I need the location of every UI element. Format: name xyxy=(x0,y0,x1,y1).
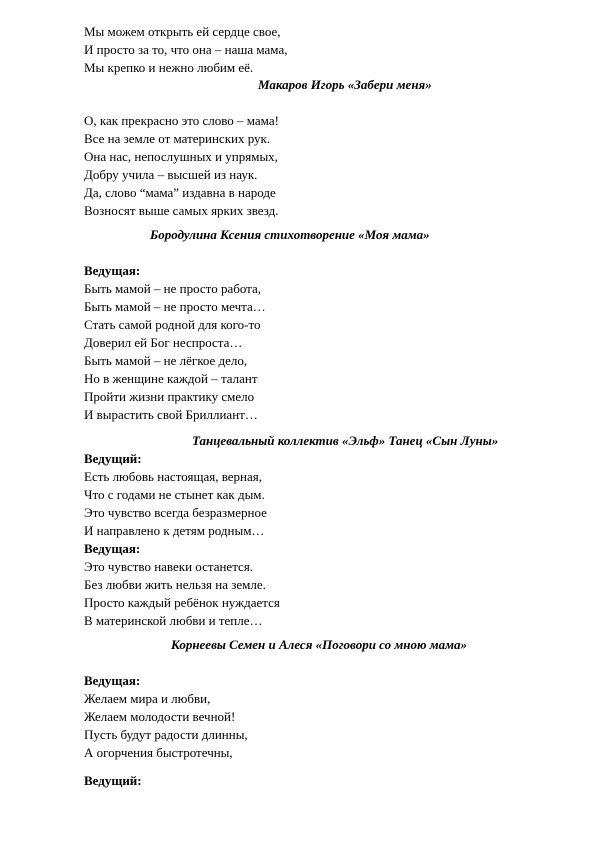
poem-line: Без любви жить нельзя на земле. xyxy=(84,577,266,592)
poem-line: И направлено к детям родным… xyxy=(84,523,265,538)
poem-line: Быть мамой – не просто мечта… xyxy=(84,299,266,314)
speaker-label: Ведущий: xyxy=(84,451,142,466)
speaker-label: Ведущая: xyxy=(84,673,141,688)
poem-line: Просто каждый ребёнок нуждается xyxy=(84,595,280,610)
performance-title: Макаров Игорь «Забери меня» xyxy=(258,77,432,92)
poem-line: И просто за то, что она – наша мама, xyxy=(84,42,288,57)
poem-line: Мы крепко и нежно любим её. xyxy=(84,60,254,75)
poem-line: Быть мамой – не лёгкое дело, xyxy=(84,353,248,368)
poem-line: Она нас, непослушных и упрямых, xyxy=(84,149,278,164)
poem-line: Пусть будут радости длинны, xyxy=(84,727,248,742)
poem-line: Добру учила – высшей из наук. xyxy=(84,167,258,182)
speaker-label: Ведущая: xyxy=(84,263,141,278)
speaker-label: Ведущий: xyxy=(84,773,142,788)
poem-line: Доверил ей Бог неспроста… xyxy=(84,335,243,350)
poem-line: Стать самой родной для кого-то xyxy=(84,317,261,332)
poem-line: Все на земле от материнских рук. xyxy=(84,131,271,146)
performance-title: Танцевальный коллектив «Эльф» Танец «Сын Луны» xyxy=(192,433,499,448)
poem-line: Есть любовь настоящая, верная, xyxy=(84,469,262,484)
poem-line: Да, слово “мама” издавна в народе xyxy=(84,185,276,200)
poem-line: Но в женщине каждой – талант xyxy=(84,371,258,386)
poem-line: Желаем молодости вечной! xyxy=(84,709,236,724)
speaker-label: Ведущая: xyxy=(84,541,141,556)
poem-line: И вырастить свой Бриллиант… xyxy=(84,407,258,422)
poem-line: Это чувство навеки останется. xyxy=(84,559,254,574)
performance-title: Бородулина Ксения стихотворение «Моя мама» xyxy=(150,227,430,242)
poem-line: А огорчения быстротечны, xyxy=(84,745,233,760)
poem-line: В материнской любви и тепле… xyxy=(84,613,263,628)
poem-line: Пройти жизни практику смело xyxy=(84,389,255,404)
poem-line: Что с годами не стынет как дым. xyxy=(84,487,265,502)
performance-title: Корнеевы Семен и Алеся «Поговори со мною мама» xyxy=(171,637,468,652)
poem-line: Мы можем открыть ей сердце свое, xyxy=(84,24,281,39)
poem-line: О, как прекрасно это слово – мама! xyxy=(84,113,279,128)
poem-line: Это чувство всегда безразмерное xyxy=(84,505,267,520)
poem-line: Возносят выше самых ярких звезд. xyxy=(84,203,279,218)
poem-line: Желаем мира и любви, xyxy=(84,691,211,706)
poem-line: Быть мамой – не просто работа, xyxy=(84,281,262,296)
